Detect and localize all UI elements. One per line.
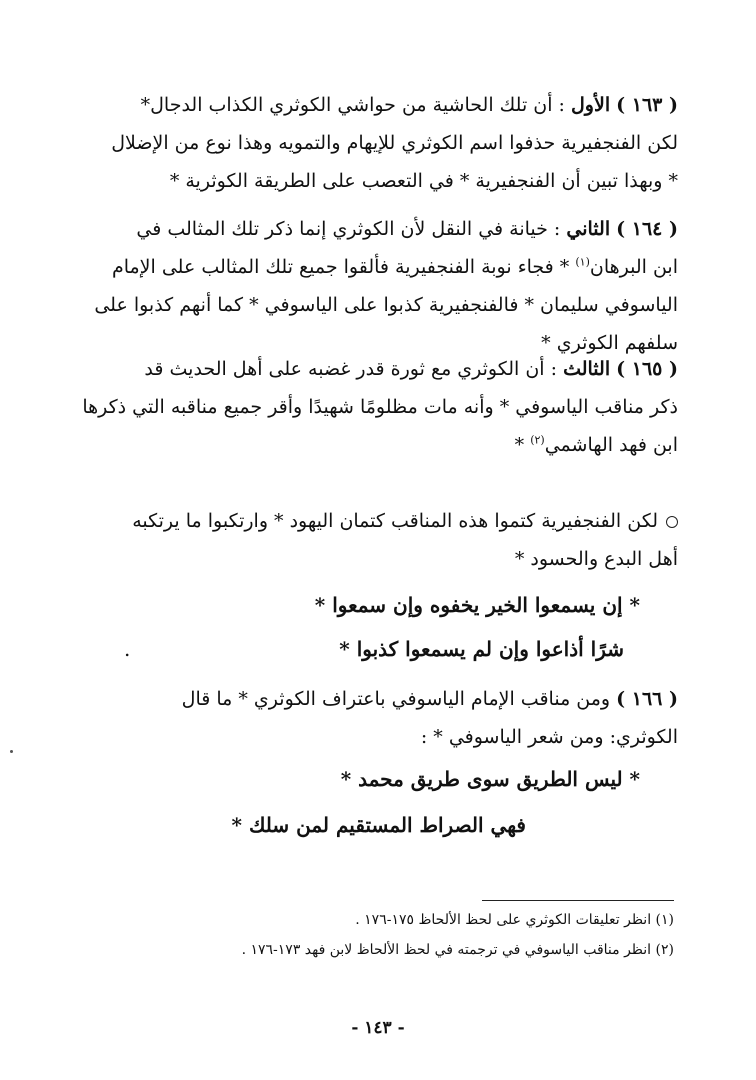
line-text: لكن الفنجفيرية كتموا هذه المناقب كتمان اليهود * وارتكبوا ما يرتكبه [132, 510, 658, 532]
paragraph-166 [78, 680, 678, 756]
paragraph-165-line-3 [78, 426, 678, 464]
line-text: : أن الكوثري مع ثورة قدر غضبه على أهل الحديث قد [144, 358, 558, 380]
line-text: : أن تلك الحاشية من حواشي الكوثري الكذاب الدجال* [140, 94, 565, 116]
footnote-ref-2[interactable]: (٢) [530, 433, 545, 447]
verse-1-line-1: * إن يسمعوا الخير يخفوه وإن سمعوا * [314, 593, 640, 617]
footnote-ref-1[interactable]: (١) [575, 255, 590, 269]
scan-speck [10, 750, 13, 753]
paragraph-lead: الأول [571, 94, 611, 116]
line-text: * [514, 434, 525, 456]
paragraph-number: ( ١٦٣ ) [616, 94, 678, 116]
paragraph-166-line-2: الكوثري: ومن شعر الياسوفي * : [420, 726, 678, 748]
line-text: ومن مناقب الإمام الياسوفي باعتراف الكوثري * ما قال [181, 688, 611, 710]
verse-2-line-1: * ليس الطريق سوى طريق محمد * [340, 767, 640, 791]
paragraph-but [78, 502, 678, 578]
paragraph-165-line-1 [78, 350, 678, 388]
circle-bullet-icon [666, 516, 678, 528]
paragraph-164-line-1 [78, 210, 678, 248]
verse-2-line-2: فهي الصراط المستقيم لمن سلك * [231, 813, 526, 837]
paragraph-163-line-1 [78, 86, 678, 124]
paragraph-but-line-2: أهل البدع والحسود * [514, 548, 678, 570]
line-text: ابن فهد الهاشمي [544, 434, 678, 456]
paragraph-166-line-1 [78, 680, 678, 718]
paragraph-number: ( ١٦٦ ) [616, 688, 678, 710]
line-text: * فجاء نوبة الفنجفيرية فألقوا جميع تلك المثالب على الإمام [111, 256, 570, 278]
footnote-2: (٢) انظر مناقب الياسوفي في ترجمته في لحظ الألحاظ لابن فهد ١٧٣-١٧٦ . [241, 942, 674, 958]
verse-1-mark: . [124, 637, 131, 661]
paragraph-but-line-1 [78, 502, 678, 540]
page-number: - ١٤٣ - [351, 1018, 405, 1038]
paragraph-164-line-4: سلفهم الكوثري * [541, 332, 678, 354]
paragraph-165-line-2: ذكر مناقب الياسوفي * وأنه مات مظلومًا شهيدًا وأقر جميع مناقبه التي ذكرها [82, 396, 678, 418]
paragraph-163 [78, 86, 678, 200]
paragraph-number: ( ١٦٥ ) [616, 358, 678, 380]
paragraph-164-line-3: الياسوفي سليمان * فالفنجفيرية كذبوا على الياسوفي * كما أنهم كذبوا على [94, 294, 678, 316]
paragraph-lead: الثاني [566, 218, 611, 240]
paragraph-163-line-3: * وبهذا تبين أن الفنجفيرية * في التعصب على الطريقة الكوثرية * [169, 170, 678, 192]
footnote-1: (١) انظر تعليقات الكوثري على لحظ الألحاظ ١٧٥-١٧٦ . [355, 912, 674, 928]
paragraph-163-line-2: لكن الفنجفيرية حذفوا اسم الكوثري للإيهام والتمويه وهذا نوع من الإضلال [111, 132, 678, 154]
paragraph-number: ( ١٦٤ ) [616, 218, 678, 240]
paragraph-165 [78, 350, 678, 464]
line-text: : خيانة في النقل لأن الكوثري إنما ذكر تلك المثالب في [136, 218, 561, 240]
paragraph-164-line-2 [78, 248, 678, 286]
paragraph-164 [78, 210, 678, 362]
verse-1-line-2: شرًا أذاعوا وإن لم يسمعوا كذبوا * [339, 637, 624, 661]
paragraph-lead: الثالث [563, 358, 611, 380]
footnote-divider [482, 900, 674, 901]
line-text: ابن البرهان [589, 256, 678, 278]
